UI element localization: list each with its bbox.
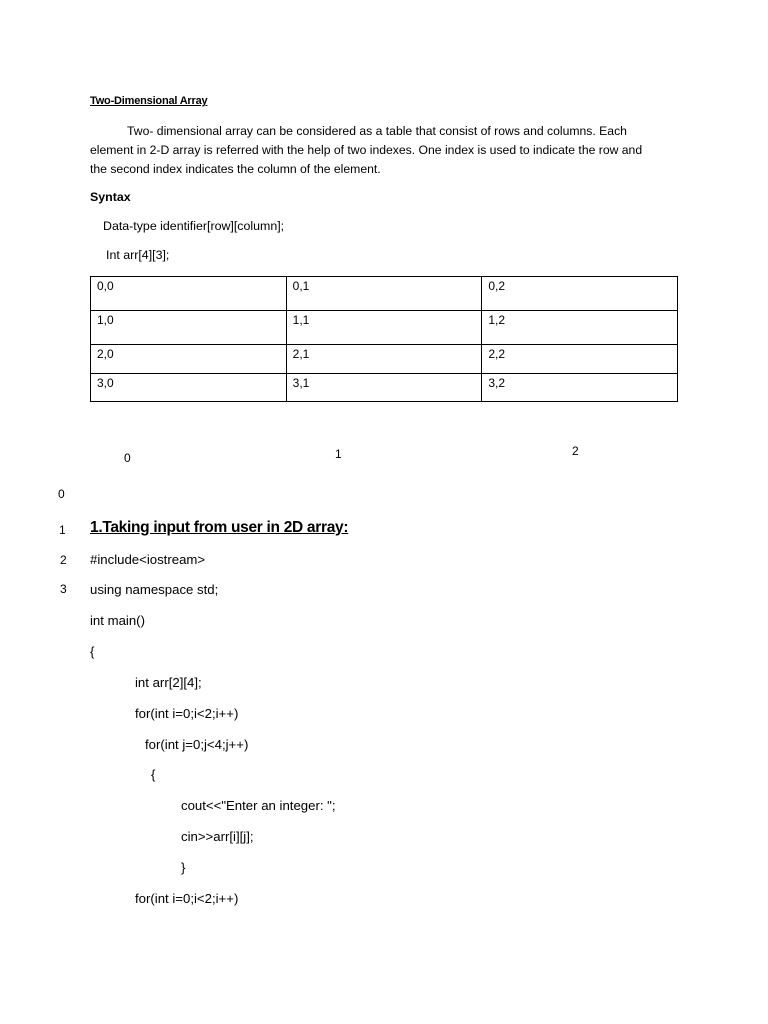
code-line: { [151,767,156,782]
table-row [91,345,678,374]
table-cell: 2,1 [286,345,482,374]
code-line: int arr[2][4]; [135,675,202,690]
table-cell: 3,1 [286,374,482,402]
code-line: #include<iostream> [90,552,206,567]
page-title: Two-Dimensional Array [90,95,208,107]
paragraph-line: element in 2-D array is referred with the help of two indexes. One index is used to indicate the row and [90,143,643,157]
column-index-label: 0 [124,451,131,465]
table-cell: 0,1 [286,277,482,311]
table-cell: 3,0 [91,374,287,402]
table-cell: 0,2 [482,277,678,311]
column-index-label: 1 [335,447,342,461]
code-line: for(int i=0;i<2;i++) [135,891,239,906]
table-cell: 3,2 [482,374,678,402]
code-line: using namespace std; [90,582,219,597]
table-row [91,374,678,402]
column-index-label: 2 [572,444,579,458]
section-heading: 1.Taking input from user in 2D array: [90,519,349,536]
code-line: } [181,860,186,875]
syntax-label: Syntax [90,190,131,204]
table-cell: 2,0 [91,345,287,374]
code-line: { [90,644,95,659]
row-index-label: 2 [60,553,67,567]
code-line: for(int i=0;i<2;i++) [135,706,239,721]
table-row [91,277,678,311]
table-cell: 1,0 [91,311,287,345]
paragraph-line: Two- dimensional array can be considered as a table that consist of rows and columns. Each [127,124,627,138]
example-declaration: Int arr[4][3]; [106,248,170,262]
paragraph-line: the second index indicates the column of the element. [90,162,381,176]
intro-paragraph [90,122,690,179]
code-line: for(int j=0;j<4;j++) [145,737,249,752]
table-cell: 2,2 [482,345,678,374]
row-index-label: 3 [60,582,67,596]
syntax-line: Data-type identifier[row][column]; [103,219,285,233]
code-line: int main() [90,613,145,628]
code-line: cout<<"Enter an integer: "; [181,798,336,813]
table-row [91,311,678,345]
code-line: cin>>arr[i][j]; [181,829,254,844]
table-cell: 0,0 [91,277,287,311]
array-table [90,276,678,402]
table-cell: 1,2 [482,311,678,345]
row-index-label: 1 [59,523,66,537]
table-cell: 1,1 [286,311,482,345]
row-index-label: 0 [58,487,65,501]
